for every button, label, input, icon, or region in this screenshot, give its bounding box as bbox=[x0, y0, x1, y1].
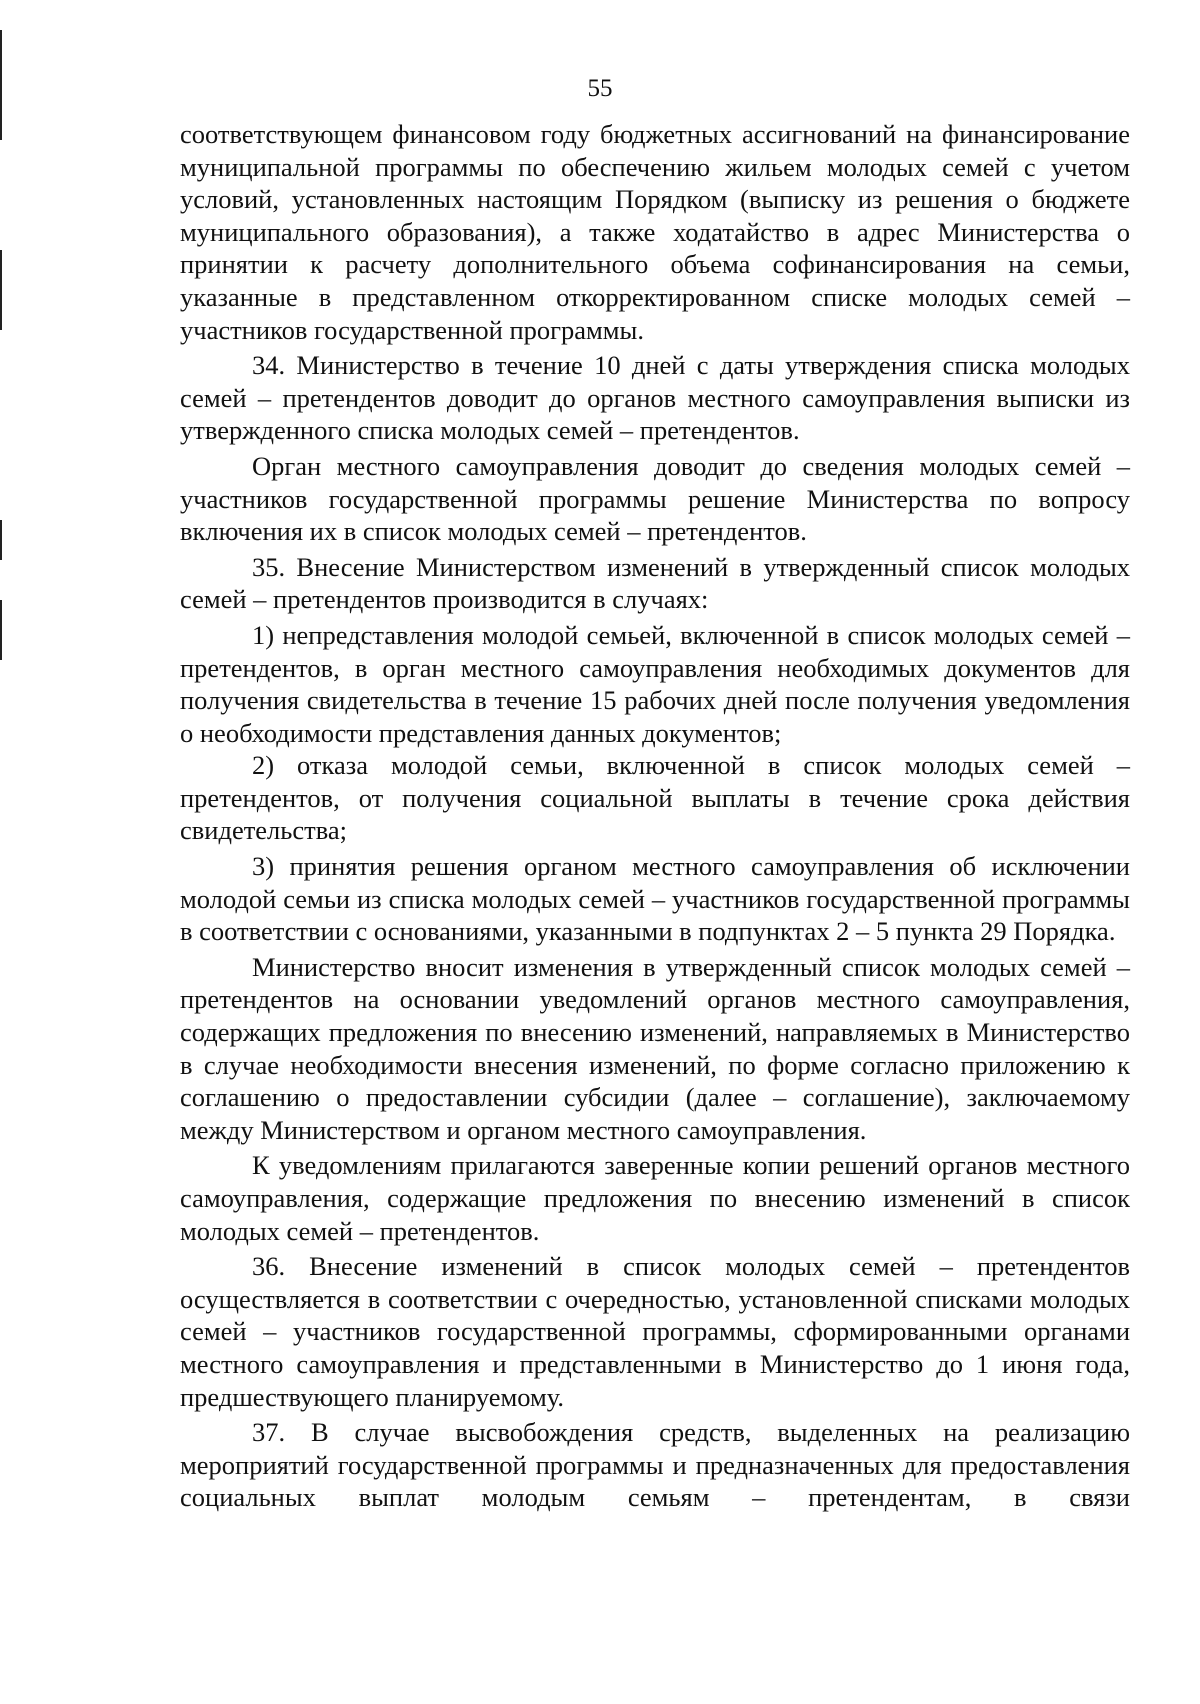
paragraph-notifications: К уведомлениям прилагаются заверенные копии решений органов местного самоуправления, содержащие предложения по внесению изменений в список молодых семей – претендентов. bbox=[180, 1150, 1130, 1246]
scan-edge-mark bbox=[0, 600, 2, 660]
scan-edge-mark bbox=[0, 520, 2, 560]
paragraph-item-37: 37. В случае высвобождения средств, выделенных на реализацию мероприятий государственной программы и предназначенных для предоставления социальных выплат молодым семьям – претендентам, в связи bbox=[180, 1417, 1130, 1513]
paragraph-item-35: 35. Внесение Министерством изменений в утвержденный список молодых семей – претендентов производится в случаях: bbox=[180, 551, 1130, 615]
paragraph-ministry-changes: Министерство вносит изменения в утвержденный список молодых семей – претендентов на основании уведомлений органов местного самоуправления, содержащих предложения по внесению изменений, направляемых в Министерство в случае необходимости внесения изменений, по форме согласно приложению к соглашению о предоставлении субсидии (далее – соглашение), заключаемому между Министерством и органом местного самоуправления. bbox=[180, 951, 1130, 1145]
document-body bbox=[180, 118, 1130, 1514]
paragraph-local-government: Орган местного самоуправления доводит до сведения молодых семей – участников государственной программы решение Министерства по вопросу включения их в список молодых семей – претендентов. bbox=[180, 450, 1130, 547]
paragraph-item-36: 36. Внесение изменений в список молодых семей – претендентов осуществляется в соответствии с очередностью, установленной списками молодых семей – участников государственной программы, сформированными органами местного самоуправления и представленными в Министерство до 1 июня года, предшествующего планируемому. bbox=[180, 1251, 1130, 1412]
page-number: 55 bbox=[587, 75, 613, 102]
paragraph-case-1: 1) непредставления молодой семьей, включенной в список молодых семей – претендентов, в орган местного самоуправления необходимых документов для получения свидетельства в течение 15 рабочих дней после получения уведомления о необходимости представления данных документов; bbox=[180, 619, 1130, 748]
paragraph-case-2: 2) отказа молодой семьи, включенной в список молодых семей – претендентов, от получения социальной выплаты в течение срока действия свидетельства; bbox=[180, 750, 1130, 846]
paragraph-item-34: 34. Министерство в течение 10 дней с даты утверждения списка молодых семей – претендентов доводит до органов местного самоуправления выписки из утвержденного списка молодых семей – претендентов. bbox=[180, 350, 1130, 446]
paragraph-case-3: 3) принятия решения органом местного самоуправления об исключении молодой семьи из списка молодых семей – участников государственной программы в соответствии с основаниями, указанными в подпунктах 2 – 5 пункта 29 Порядка. bbox=[180, 851, 1130, 947]
scan-edge-mark bbox=[0, 250, 2, 330]
paragraph-continuation: соответствующем финансовом году бюджетных ассигнований на финансирование муниципальной программы по обеспечению жильем молодых семей с учетом условий, установленных настоящим Порядком (выписку из решения о бюджете муниципального образования), а также ходатайство в адрес Министерства о принятии к расчету дополнительного объема софинансирования на семьи, указанные в представленном откорректированном списке молодых семей – участников государственной программы. bbox=[180, 119, 1130, 345]
